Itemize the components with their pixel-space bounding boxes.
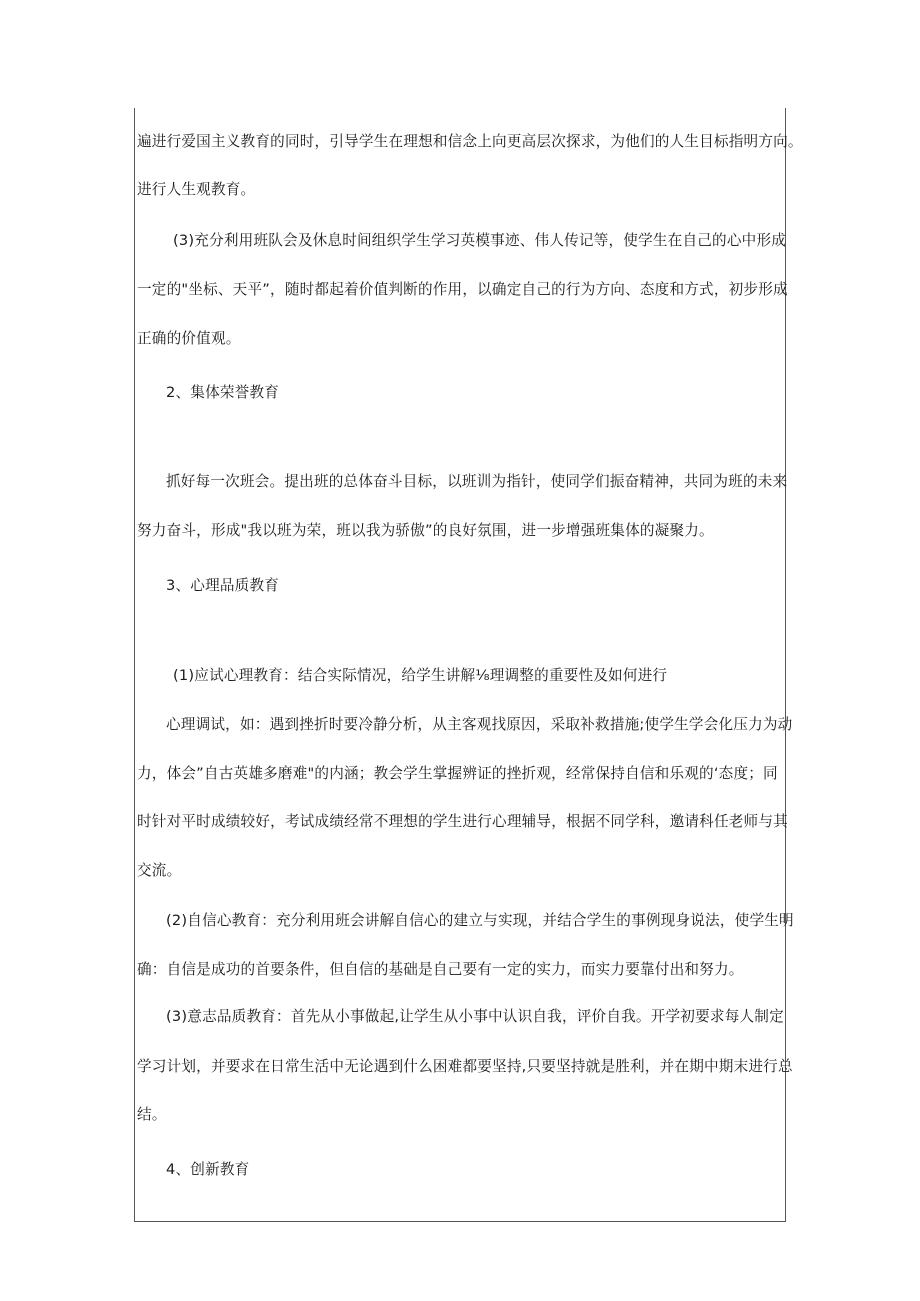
text-line: 正确的价值观。 [137, 330, 241, 347]
text-line: 一定的"坐标、天平”，随时都起着价值判断的作用，以确定自己的行为方向、态度和方式，初步形成 [137, 281, 788, 298]
text-line: 遍进行爱国主义教育的同时，引导学生在理想和信念上向更高层次探求，为他们的人生目标指明方向。 [137, 133, 803, 150]
text-line: 进行人生观教育。 [137, 181, 256, 198]
text-line: 时针对平时成绩较好，考试成绩经常不理想的学生进行心理辅导，根据不同学科，邀请科任老师与其 [137, 813, 788, 830]
text-line: (1)应试心理教育：结合实际情况，给学生讲解⅛理调整的重要性及如何进行 [173, 667, 668, 684]
text-line: (3)充分利用班队会及休息时间组织学生学习英模事迹、伟人传记等，使学生在自己的心中形成 [173, 232, 787, 249]
section-heading: 4、创新教育 [166, 1161, 250, 1178]
section-heading: 3、心理品质教育 [166, 577, 280, 594]
text-line: 交流。 [137, 862, 182, 879]
text-line: 学习计划，并要求在日常生活中无论遇到什么困难都要坚持,只要坚持就是胜利，并在期中期末进行总 [137, 1058, 793, 1075]
text-line: 心理调试，如：遇到挫折时要冷静分析，从主客观找原因，采取补救措施;使学生学会化压力为动 [166, 716, 793, 733]
document-frame [134, 108, 803, 1222]
text-line: (2)自信心教育：充分利用班会讲解自信心的建立与实现，并结合学生的事例现身说法，使学生明 [166, 912, 794, 929]
text-line: 力，体会”自古英雄多磨难"的内涵；教会学生掌握辨证的挫折观，经常保持自信和乐观的‘态度；同 [137, 765, 778, 782]
text-line: 结。 [137, 1106, 167, 1123]
text-line: 确：自信是成功的首要条件，但自信的基础是自己要有一定的实力，而实力要靠付出和努力。 [137, 961, 744, 978]
text-line: (3)意志品质教育：首先从小事做起,让学生从小事中认识自我，评价自我。开学初要求每人制定 [166, 1008, 784, 1025]
section-heading: 2、集体荣誉教育 [166, 384, 280, 401]
text-line: 抓好每一次班会。提出班的总体奋斗目标，以班训为指针，使同学们振奋精神，共同为班的未来 [166, 473, 788, 490]
text-line: 努力奋斗，形成"我以班为荣，班以我为骄傲”的良好氛围，进一步增强班集体的凝聚力。 [137, 522, 714, 539]
